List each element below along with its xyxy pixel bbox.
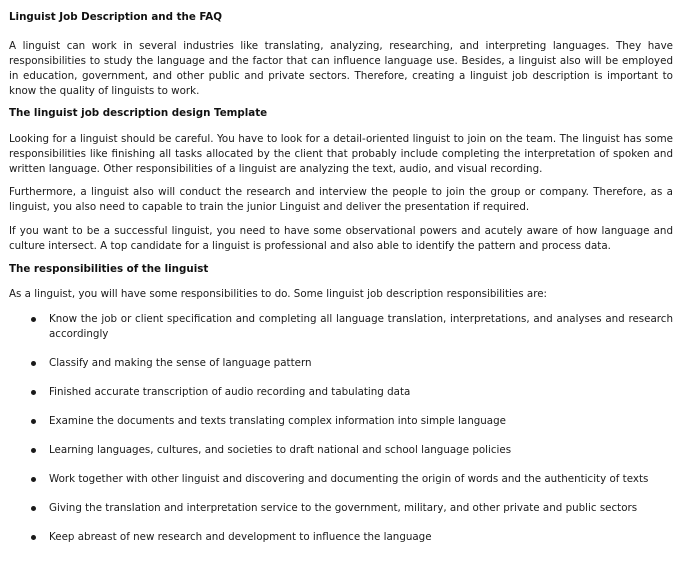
- list-item: [9, 443, 673, 458]
- bullet-icon: [31, 535, 36, 540]
- bullet-icon: [31, 506, 36, 511]
- bullet-icon: [31, 477, 36, 482]
- list-item-text: Work together with other linguist and discovering and documenting the origin of words and the authenticity of texts: [49, 473, 649, 485]
- list-item: [9, 356, 673, 371]
- template-heading: The linguist job description design Template: [9, 107, 268, 119]
- list-item-text: Keep abreast of new research and development to influence the language: [49, 531, 432, 543]
- list-item-text: Learning languages, cultures, and societies to draft national and school language policies: [49, 444, 512, 456]
- template-paragraph: Furthermore, a linguist also will conduct the research and interview the people to join the group or company. Therefore, as a linguist, you also need to capable to train the junior Linguist and deliver the presentation if required.: [9, 186, 673, 213]
- list-item: [9, 501, 673, 516]
- list-item: [9, 530, 673, 545]
- list-item-text: Finished accurate transcription of audio recording and tabulating data: [49, 386, 411, 398]
- list-item-text: Know the job or client specification and completing all language translation, interpretations, and analyses and research accordingly: [49, 313, 673, 340]
- bullet-icon: [31, 448, 36, 453]
- document-title: Linguist Job Description and the FAQ: [9, 11, 222, 23]
- responsibilities-list: [9, 312, 673, 545]
- list-item: [9, 312, 673, 342]
- intro-paragraph: A linguist can work in several industries like translating, analyzing, researching, and interpreting languages. They have responsibilities to study the language and the factor that can influence language use. Besides, a linguist also will be employed in education, government, and other public and private sectors. Therefore, creating a linguist job description is important to know the quality of linguists to work.: [9, 40, 673, 97]
- list-item-text: Giving the translation and interpretation service to the government, military, and other private and public sectors: [49, 502, 638, 514]
- list-item-text: Examine the documents and texts translating complex information into simple language: [49, 415, 506, 427]
- list-item: [9, 385, 673, 400]
- bullet-icon: [31, 390, 36, 395]
- template-paragraph: Looking for a linguist should be careful. You have to look for a detail-oriented linguist to join on the team. The linguist has some responsibilities like finishing all tasks allocated by the client that probably include completing the interpretation of spoken and written language. Other responsibilities of a linguist are analyzing the text, audio, and visual recording.: [9, 133, 673, 175]
- list-item: [9, 472, 673, 487]
- bullet-icon: [31, 317, 36, 322]
- bullet-icon: [31, 361, 36, 366]
- list-item: [9, 414, 673, 429]
- bullet-icon: [31, 419, 36, 424]
- template-paragraph: If you want to be a successful linguist, you need to have some observational powers and acutely aware of how language and culture intersect. A top candidate for a linguist is professional and also able to identify the pattern and process data.: [9, 225, 673, 252]
- responsibilities-lead: As a linguist, you will have some responsibilities to do. Some linguist job description responsibilities are:: [9, 288, 548, 300]
- document: [9, 10, 673, 559]
- list-item-text: Classify and making the sense of language pattern: [49, 357, 312, 369]
- responsibilities-heading: The responsibilities of the linguist: [9, 263, 209, 275]
